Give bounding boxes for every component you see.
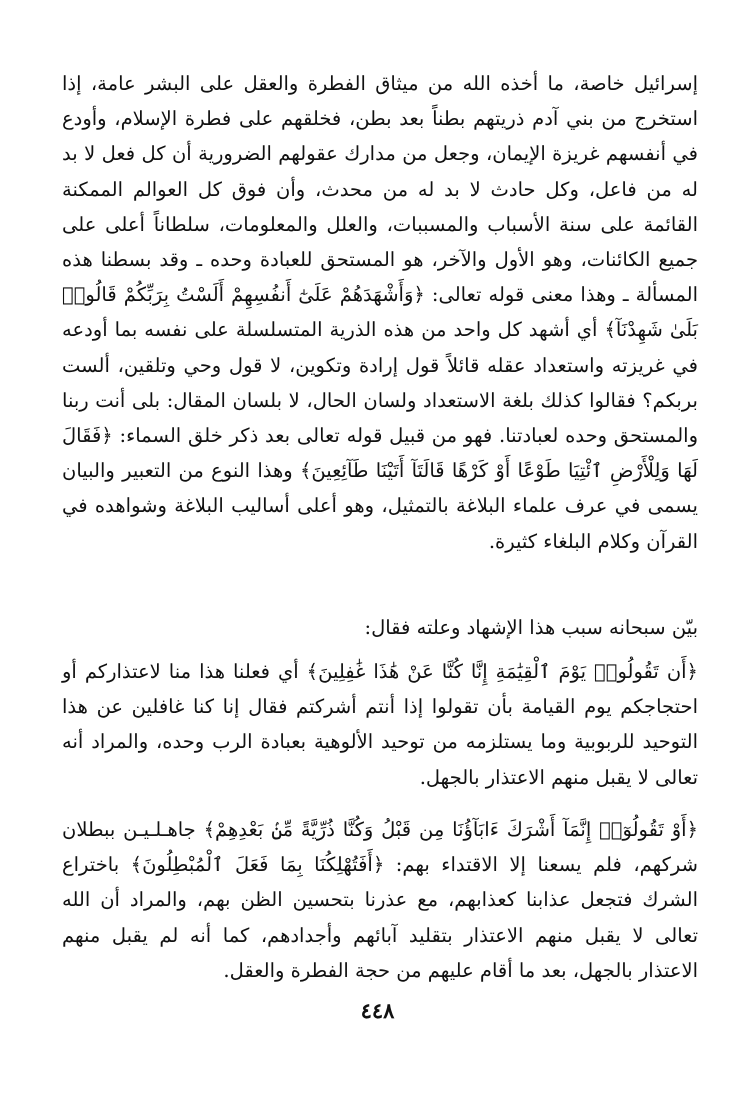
paragraph-verse-ancestors: ﴿أَوْ تَقُولُوٓا۟ إِنَّمَآ أَشْرَكَ ءَابَآؤُنَا مِن قَبْلُ وَكُنَّا ذُرِّيَّةً مِّنۢ بَعْدِهِمْ﴾ جاهـلـيـن ببطلان شركهم، فلم يسعنا إلا الاقتداء بهم: ﴿أَفَتُهْلِكُنَا بِمَا فَعَلَ ٱلْمُبْطِلُونَ﴾ باختراع الشرك فتجعل عذابنا كعذابهم، مع عذرنا بتحسين الظن بهم، والمراد أن الله تعالى لا يقبل منهم الاعتذار بتقليد آبائهم وأجدادهم، كما أنه لم يقبل منهم الاعتذار بالجهل، بعد ما أقام عليهم من حجة الفطرة والعقل. [62,818,698,982]
paragraph-main: إسرائيل خاصة، ما أخذه الله من ميثاق الفطرة والعقل على البشر عامة، إذا استخرج من بني آدم ذريتهم بطناً بعد بطن، فخلقهم على فطرة الإسلام، وأودع في أنفسهم غريزة الإيمان، وجعل من مدارك عقولهم الضرورية أن كل فعل لا بد له من فاعل، وكل حادث لا بد له من محدث، وأن فوق كل العوالم الممكنة القائمة على سنة الأسباب والمسببات، والعلل والمعلومات، سلطاناً أعلى على جميع الكائنات، وهو الأول والآخر، هو المستحق للعبادة وحده ـ وقد بسطنا هذه المسألة ـ وهذا معنى قوله تعالى: ﴿وَأَشْهَدَهُمْ عَلَىٰٓ أَنفُسِهِمْ أَلَسْتُ بِرَبِّكُمْ قَالُوا۟ بَلَىٰ شَهِدْنَآ﴾ أي أشهد كل واحد من هذه الذرية المتسلسلة على نفسه بما أودعه في غريزته واستعداد عقله قائلاً قول إرادة وتكوين، لا قول وحي وتلقين، ألست بربكم؟ فقالوا كذلك بلغة الاستعداد ولسان الحال، لا بلسان المقال: بلى أنت ربنا والمستحق وحده لعبادتنا. فهو من قبيل قوله تعالى بعد ذكر خلق السماء: ﴿فَقَالَ لَهَا وَلِلْأَرْضِ ٱئْتِيَا طَوْعًا أَوْ كَرْهًا قَالَتَآ أَتَيْنَا طَآئِعِينَ﴾ وهذا النوع من التعبير والبيان يسمى في عرف علماء البلاغة بالتمثيل، وهو أعلى أساليب البلاغة وشواهده في القرآن وكلام البلغاء كثيرة. [62,72,698,553]
page-number: ٤٤٨ [360,998,395,1023]
paragraph-verse-heedless: ﴿أَن تَقُولُوا۟ يَوْمَ ٱلْقِيَٰمَةِ إِنَّا كُنَّا عَنْ هَٰذَا غَٰفِلِينَ﴾ أي فعلنا هذا منا لاعتذاركم أو احتجاجكم يوم القيامة بأن تقولوا إذا أنتم أشركتم فقال إنا كنا غافلين عن هذا التوحيد للربوبية وما يستلزمه من توحيد الألوهية بعبادة الرب وحده، والمراد أنه تعالى لا يقبل منهم الاعتذار بالجهل. [62,660,698,789]
paragraph-intro: بيّن سبحانه سبب هذا الإشهاد وعلته فقال: [364,616,698,639]
